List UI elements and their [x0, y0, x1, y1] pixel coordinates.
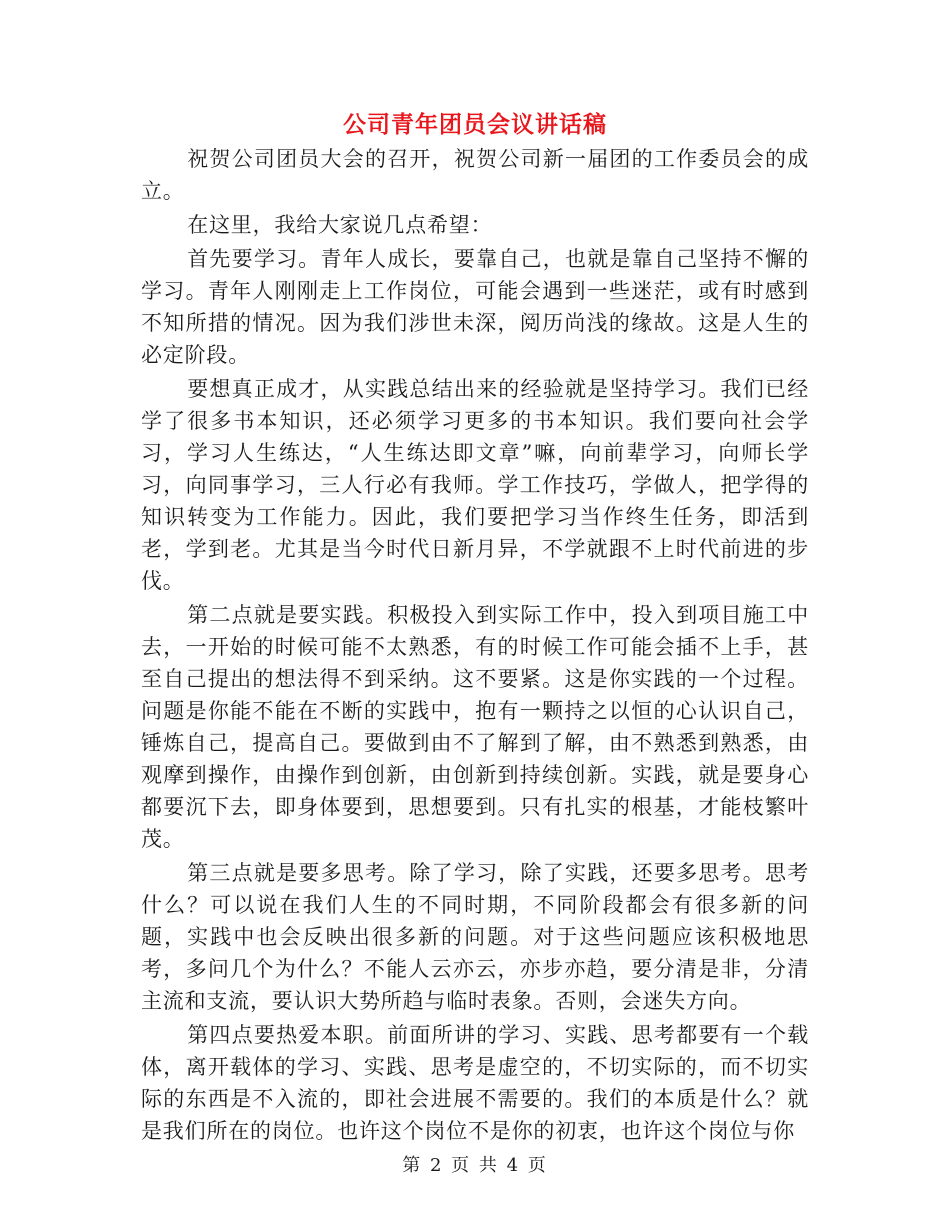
- paragraph-thinking: 第三点就是要多思考。除了学习，除了实践，还要多思考。思考什么？可以说在我们人生的不同时期，不同阶段都会有很多新的问题，实践中也会反映出很多新的问题。对于这些问题应该积极地思考，多问几个为什么？不能人云亦云，亦步亦趋，要分清是非，分清主流和支流，要认识大势所趋与临时表象。否则，会迷失方向。: [141, 861, 809, 1013]
- page-number-footer: 第 2 页 共 4 页: [402, 1155, 548, 1176]
- paragraph-love-job: 第四点要热爱本职。前面所讲的学习、实践、思考都要有一个载体，离开载体的学习、实践、思考是虚空的，不切实际的，而不切实际的东西是不入流的，即社会进展不需要的。我们的本质是什么？就是我们所在的岗位。也许这个岗位不是你的初衷，也许这个岗位与你: [141, 1023, 809, 1143]
- document-body: [141, 143, 809, 1149]
- paragraph-continuous-learning: 要想真正成才，从实践总结出来的经验就是坚持学习。我们已经学了很多书本知识，还必须学习更多的书本知识。我们要向社会学习，学习人生练达，“人生练达即文章”嘛，向前辈学习，向师长学习，向同事学习，三人行必有我师。学工作技巧，学做人，把学得的知识转变为工作能力。因此，我们要把学习当作终生任务，即活到老，学到老。尤其是当今时代日新月异，不学就跟不上时代前进的步伐。: [141, 377, 809, 593]
- paragraph-congratulations: 祝贺公司团员大会的召开，祝贺公司新一届团的工作委员会的成立。: [141, 147, 809, 203]
- document-title: 公司青年团员会议讲话稿: [343, 111, 607, 138]
- paragraph-intro-hopes: 在这里，我给大家说几点希望：: [187, 213, 493, 237]
- paragraph-learning: 首先要学习。青年人成长，要靠自己，也就是靠自己坚持不懈的学习。青年人刚刚走上工作岗位，可能会遇到一些迷茫，或有时感到不知所措的情况。因为我们涉世未深，阅历尚浅的缘故。这是人生的必定阶段。: [141, 247, 809, 367]
- paragraph-practice: 第二点就是要实践。积极投入到实际工作中，投入到项目施工中去，一开始的时候可能不太熟悉，有的时候工作可能会插不上手，甚至自己提出的想法得不到采纳。这不要紧。这是你实践的一个过程。问题是你能不能在不断的实践中，抱有一颗持之以恒的心认识自己，锤炼自己，提高自己。要做到由不了解到了解，由不熟悉到熟悉，由观摩到操作，由操作到创新，由创新到持续创新。实践，就是要身心都要沉下去，即身体要到，思想要到。只有扎实的根基，才能枝繁叶茂。: [141, 603, 809, 851]
